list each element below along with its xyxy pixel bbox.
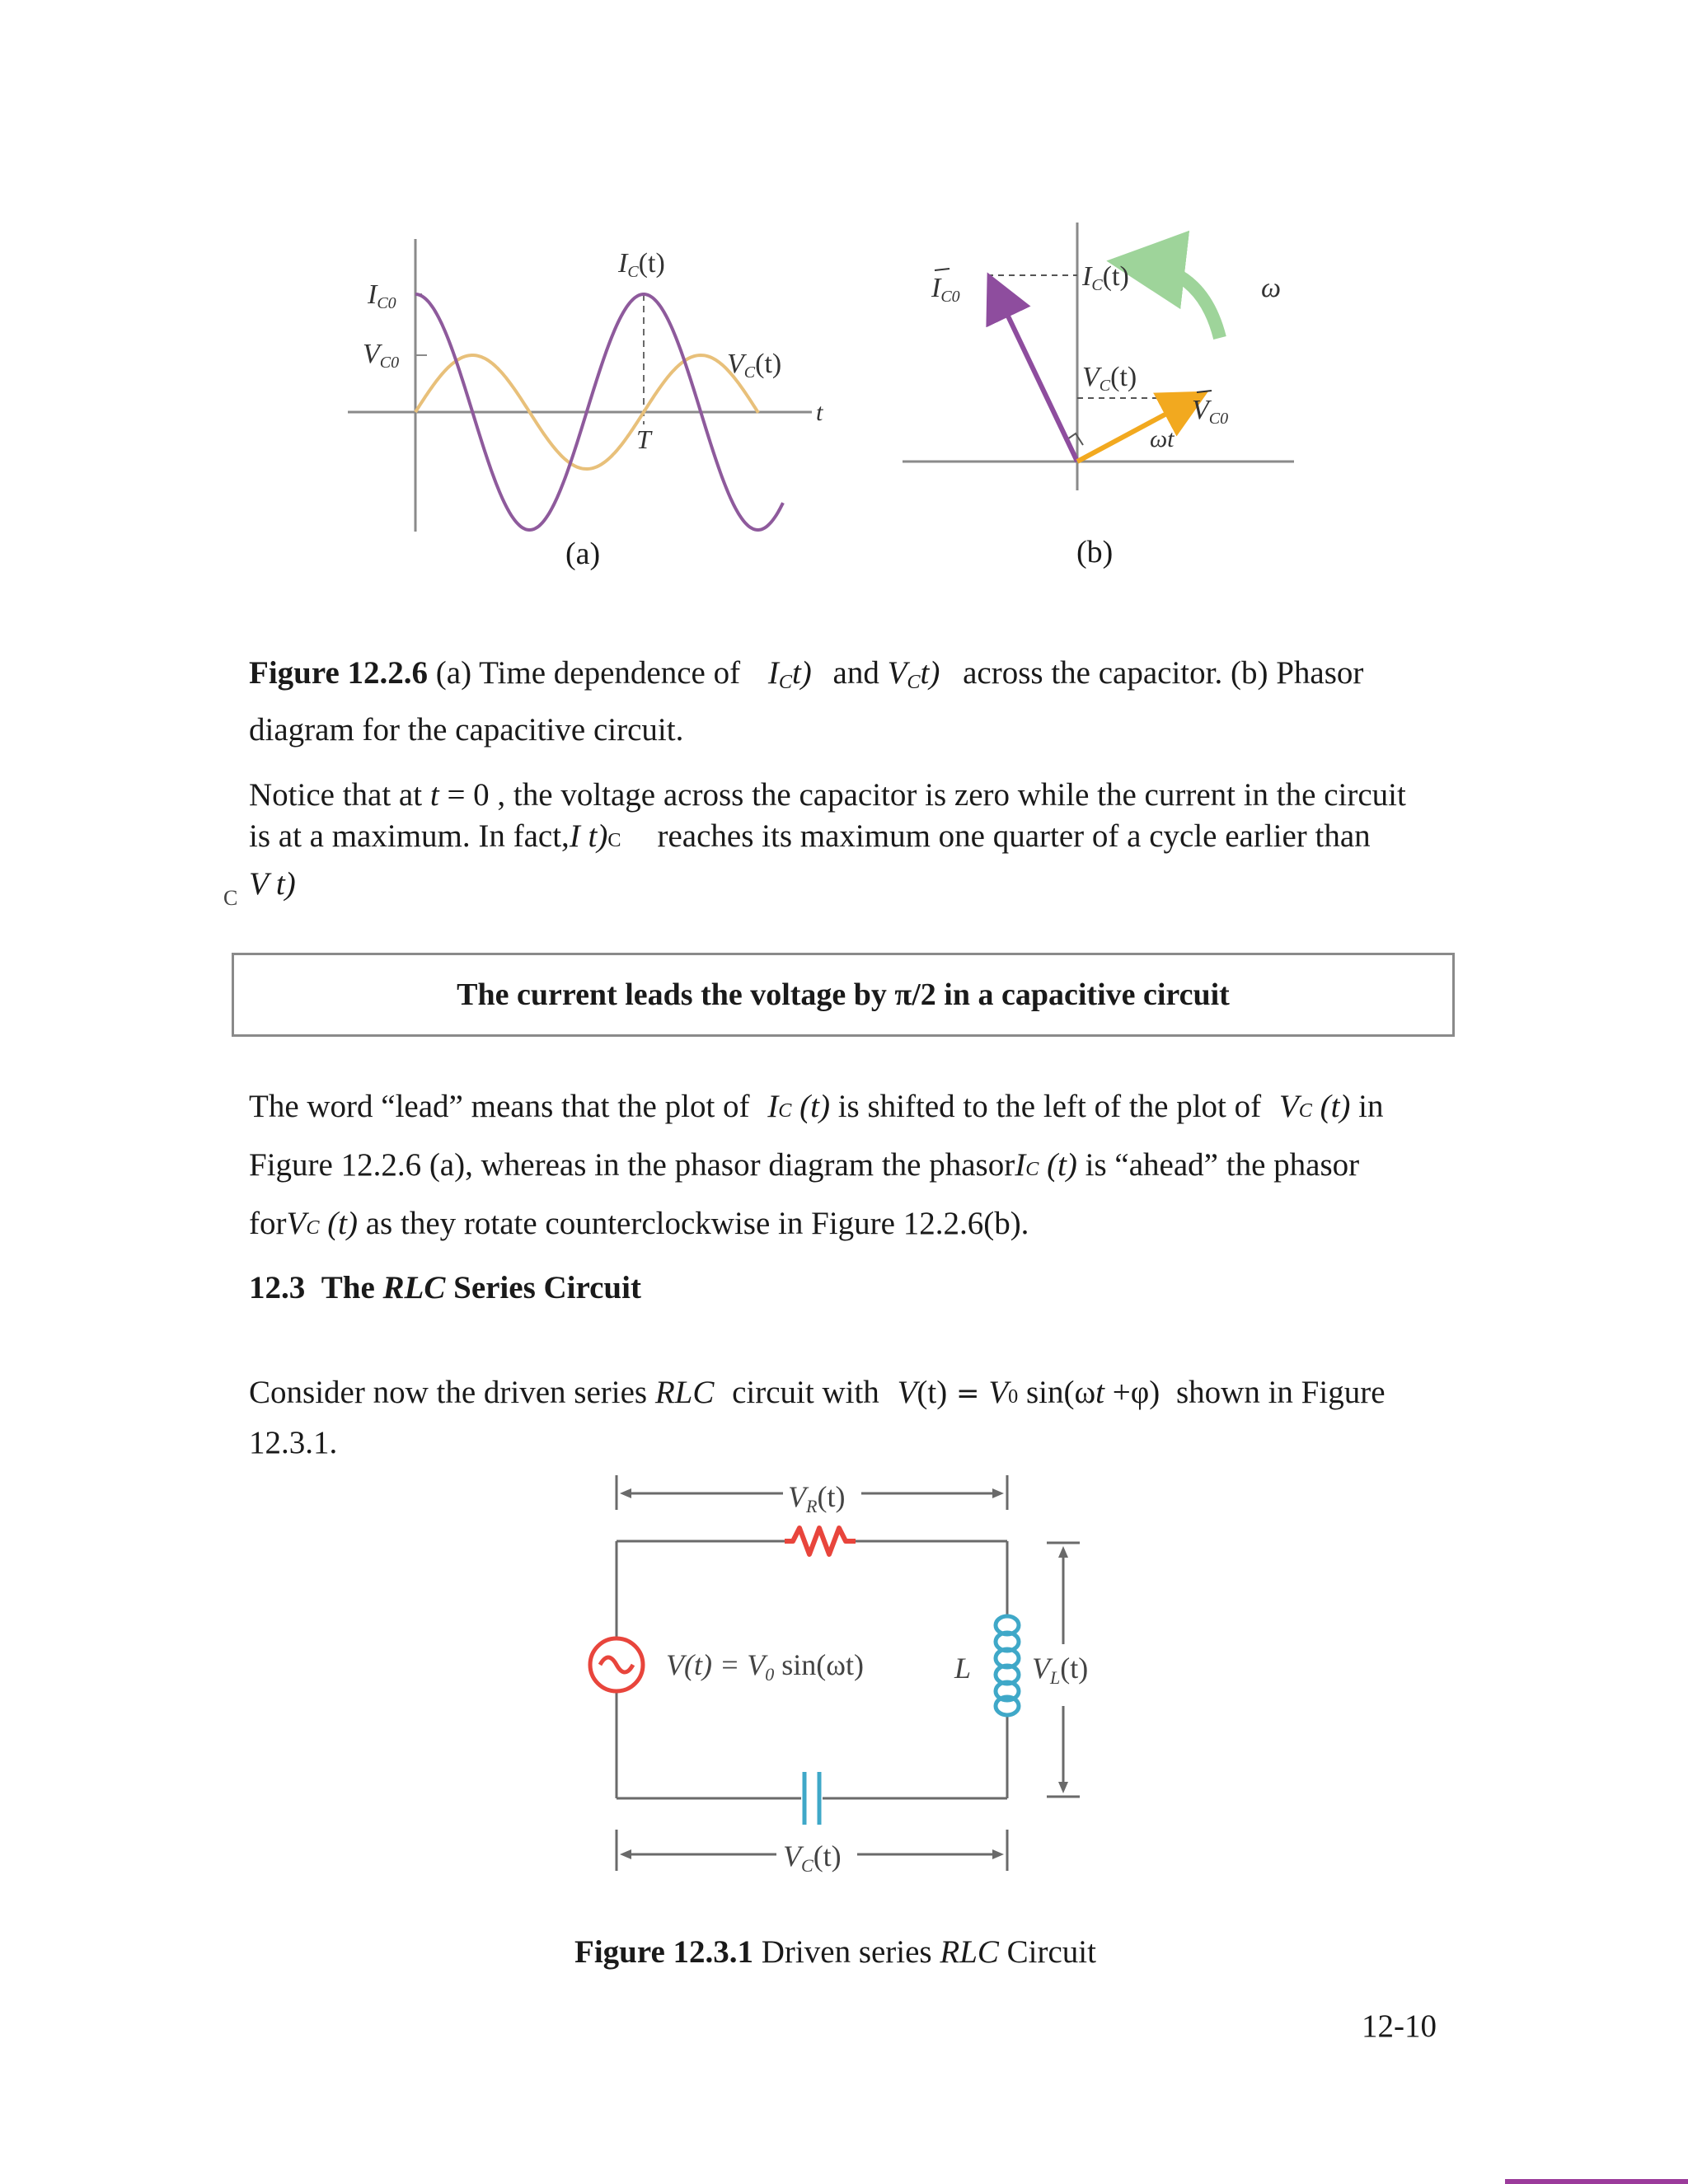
key-statement-box	[232, 953, 1455, 1037]
figure-a-label-vco: VC0	[363, 339, 400, 372]
circuit-label-vr: VR(t)	[788, 1480, 846, 1516]
vco-vector-arrow	[1197, 391, 1212, 392]
figure-b-label-omega: ω	[1261, 273, 1282, 303]
key-statement: The current leads the voltage by π/2 in a capacitive circuit	[457, 977, 1230, 1012]
paragraph-consider: Consider now the driven series RLC circuit with V(t) = V0 sin(ωt +φ) shown in Figure 12.3.1.	[249, 1375, 1386, 1460]
figure-b	[898, 223, 1327, 503]
section-heading: 12.3 The RLC Series Circuit	[249, 1270, 641, 1305]
figure-b-label-vc: VC(t)	[1082, 362, 1137, 395]
circuit-label-source: V(t) = V0 sin(ωt)	[666, 1648, 864, 1685]
bottom-accent-bar	[1505, 2179, 1688, 2184]
ic-phasor	[996, 290, 1077, 462]
figure-b-label-ico: IC0	[931, 273, 960, 306]
page-number: 12-10	[1362, 2008, 1437, 2044]
circuit-label-vl: VL(t)	[1032, 1652, 1089, 1688]
capacitor	[804, 1772, 819, 1825]
rotation-arrow	[1146, 265, 1220, 338]
figure-a-label-t: t	[816, 399, 823, 426]
figure-a-label-vc: VC(t)	[727, 349, 782, 382]
figure-a-label-ic: IC(t)	[618, 248, 665, 281]
rlc-circuit	[577, 1459, 1121, 1887]
paragraph-notice-line3: V t)	[249, 866, 296, 902]
circuit-label-L: L	[954, 1652, 972, 1685]
figure-a-label-ico: IC0	[368, 279, 396, 312]
figure-b-panel-label: (b)	[1076, 535, 1114, 569]
resistor	[785, 1528, 856, 1554]
paragraph-notice: Notice that at t = 0 , the voltage across the capacitor is zero while the current in the circuit is at a maximum. In fact,I t)C reaches its maximum one quarter of a cycle earlier than	[249, 777, 1406, 854]
figure-12-3-1-caption: Figure 12.3.1 Driven series RLC Circuit	[574, 1934, 1096, 1970]
paragraph-notice-line3-sub: C	[223, 886, 238, 910]
figure-b-label-wt: ωt	[1150, 425, 1175, 452]
figure-a	[330, 239, 841, 585]
paragraph-lead: The word “lead” means that the plot of IC (t) is shifted to the left of the plot of VC (t) in Figure 12.2.6 (a), whereas in the phasor diagram the phasorIC (t) is “ahead” the phasor forVC (t) as they rotate counterclockwise in Figure 12.2.6(b).	[249, 1089, 1384, 1241]
figure-b-label-ic: IC(t)	[1082, 261, 1129, 294]
figure-a-label-T: T	[636, 424, 651, 454]
ico-vector-arrow	[935, 269, 950, 270]
figure-12-2-6-caption: Figure 12.2.6 (a) Time dependence of $I_Ct$) and $V_Ct$) across the capacitor. (b) Phasor diagram for the capacitive circuit.	[249, 655, 1364, 748]
circuit-label-vc: VC(t)	[783, 1840, 842, 1876]
figure-b-label-vco: VC0	[1192, 395, 1229, 428]
inductor	[996, 1616, 1019, 1715]
figure-a-panel-label: (a)	[565, 537, 601, 571]
